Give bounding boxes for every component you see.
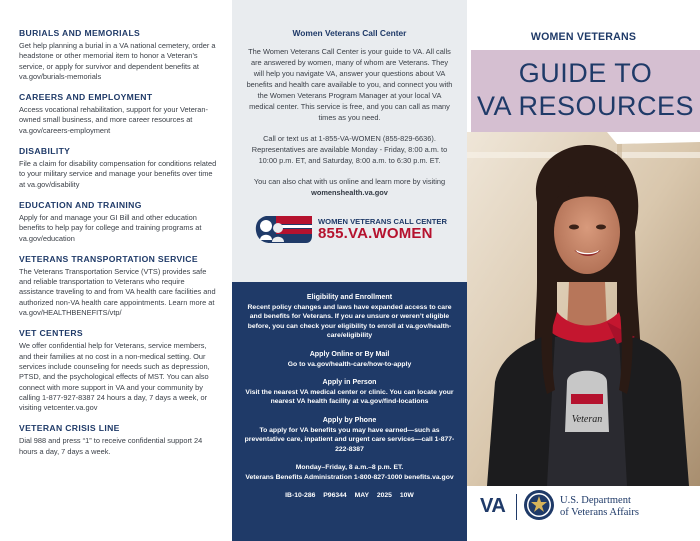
call-center-chat xyxy=(246,176,453,198)
neck xyxy=(567,282,607,330)
section-careers xyxy=(19,92,220,136)
section-body: Get help planning a burial in a VA national cemetery, order a headstone or other memorial item to honor a Veteran’s service, or apply for survivor and dependent benefits at va.gov/burials-memorials xyxy=(19,41,216,81)
eligibility-block xyxy=(242,293,457,341)
call-center-heading: Women Veterans Call Center xyxy=(292,28,407,38)
va-footer xyxy=(467,486,700,541)
section-heading: BURIALS AND MEMORIALS xyxy=(19,28,141,38)
block-title: Apply in Person xyxy=(322,378,377,387)
section-body: Apply for and manage your GI Bill and other education benefits to help pay for college and training programs at va.gov/education xyxy=(19,212,202,243)
apply-by-phone-block xyxy=(242,416,457,454)
call-center-panel xyxy=(232,0,467,282)
section-heading: VET CENTERS xyxy=(19,328,84,339)
dept-line2: of Veterans Affairs xyxy=(560,507,639,518)
section-crisis-line xyxy=(19,423,220,457)
cover-panel xyxy=(467,0,700,541)
logo-divider xyxy=(516,494,517,520)
section-disability xyxy=(19,146,220,190)
block-body: To apply for VA benefits you may have earned—such as preventative care, inpatient and urgent care services—call 1-877-222-8387 xyxy=(244,426,455,453)
block-body: Veterans Benefits Administration 1-800-827-1000 benefits.va.gov xyxy=(245,473,454,481)
va-seal-icon xyxy=(523,489,555,521)
section-body: We offer confidential help for Veterans, service members, and their families at no cost in a non-medical setting. Our services include counseling for needs such as depression, PTSD, and the psychological effects of MST. You can also connect with more support in VA and your community by calling 1-877-927-8387 24 hours a day, 7 days a week, or visiting vetcenter.va.gov xyxy=(19,341,210,413)
apply-in-person-block xyxy=(242,378,457,407)
brand-label: WOMEN VETERANS xyxy=(530,31,637,43)
section-vet-centers xyxy=(19,328,220,413)
block-title: Apply Online or By Mail xyxy=(309,349,390,358)
veteran-portrait xyxy=(467,132,700,486)
enrollment-panel xyxy=(232,282,467,541)
section-body: The Veterans Transportation Service (VTS) provides safe and reliable transportation to Veterans who require assistance traveling to and from VA health care facilities and authorized non-VA health care appointments. Learn more at va.gov/HEALTHBENEFITS/vtp/ xyxy=(19,266,216,318)
block-title: Monday–Friday, 8 a.m.–8 p.m. ET. xyxy=(295,464,404,472)
section-body: File a claim for disability compensation for conditions related to your military service and manage your benefits over time at va.gov/disability xyxy=(19,159,217,189)
section-heading: VETERAN CRISIS LINE xyxy=(19,423,120,434)
dept-line1: U.S. Department xyxy=(560,495,631,506)
corner-wedge xyxy=(607,132,700,144)
section-heading: CAREERS AND EMPLOYMENT xyxy=(19,92,153,103)
section-heading: EDUCATION AND TRAINING xyxy=(19,199,142,210)
chat-text: You can also chat with us online and learn more by visiting xyxy=(253,177,446,186)
section-heading: VETERANS TRANSPORTATION SERVICE xyxy=(19,253,198,264)
block-body: Go to va.gov/health-care/how-to-apply xyxy=(287,360,412,368)
section-body: Access vocational rehabilitation, support for your Veteran-owned small business, and more career resources at va.gov/careers-employment xyxy=(19,105,208,135)
shirt-graphic-band xyxy=(571,394,603,404)
title-line1: GUIDE TO xyxy=(518,58,653,88)
block-title: Apply by Phone xyxy=(322,415,377,424)
right-eye xyxy=(596,225,606,230)
call-center-logo xyxy=(246,212,453,246)
title-line2: VA RESOURCES xyxy=(476,91,695,121)
left-eye xyxy=(569,225,579,230)
left-panel xyxy=(0,0,232,541)
block-body: Visit the nearest VA medical center or clinic. You can locate your nearest VA health facility at va.gov/find-locations xyxy=(245,388,454,406)
section-education xyxy=(19,200,220,244)
title-box xyxy=(471,50,700,132)
publication-codes: IB-10-286 P96344 MAY 2025 10W xyxy=(285,491,414,499)
logo-line1: WOMEN VETERANS CALL CENTER xyxy=(318,216,447,226)
logo-phone: 855.VA.WOMEN xyxy=(318,224,433,242)
vba-hours-block xyxy=(242,463,457,482)
block-title: Eligibility and Enrollment xyxy=(306,293,393,301)
block-body: Recent policy changes and laws have expanded access to care and benefits for Veterans. If you are unsure or weren’t eligible before, you can check your eligibility to enroll at va.gov/health-care/eligibility xyxy=(247,303,452,340)
section-heading: DISABILITY xyxy=(19,146,71,157)
call-center-intro: The Women Veterans Call Center is your guide to VA. All calls are answered by women, many of whom are Veterans. They will help you navigate VA, answer your questions about VA benefits and health care available to you, and connect you with the Women Veterans Program Manager at your local VA medical center. This service is free, and you can call as many times as you need. xyxy=(246,47,453,122)
section-burials xyxy=(19,28,220,82)
apply-online-block xyxy=(242,350,457,369)
call-center-hours: Call or text us at 1-855-VA-WOMEN (855-829-6636). Representatives are available Monday - Friday, 8:00 a.m. to 10:00 p.m. ET, and Saturday, 8:00 a.m. to 6:30 p.m. ET. xyxy=(251,134,448,165)
women-veterans-emblem-icon xyxy=(252,212,314,246)
section-transportation xyxy=(19,254,220,318)
face xyxy=(554,190,620,274)
department-name xyxy=(560,495,639,519)
shirt-text: Veteran xyxy=(571,414,603,425)
va-logo[interactable]: VA xyxy=(480,495,506,517)
section-body: Dial 988 and press “1” to receive confidential support 24 hours a day, 7 days a week. xyxy=(19,436,203,456)
womens-health-link[interactable]: womenshealth.va.gov xyxy=(311,188,388,197)
